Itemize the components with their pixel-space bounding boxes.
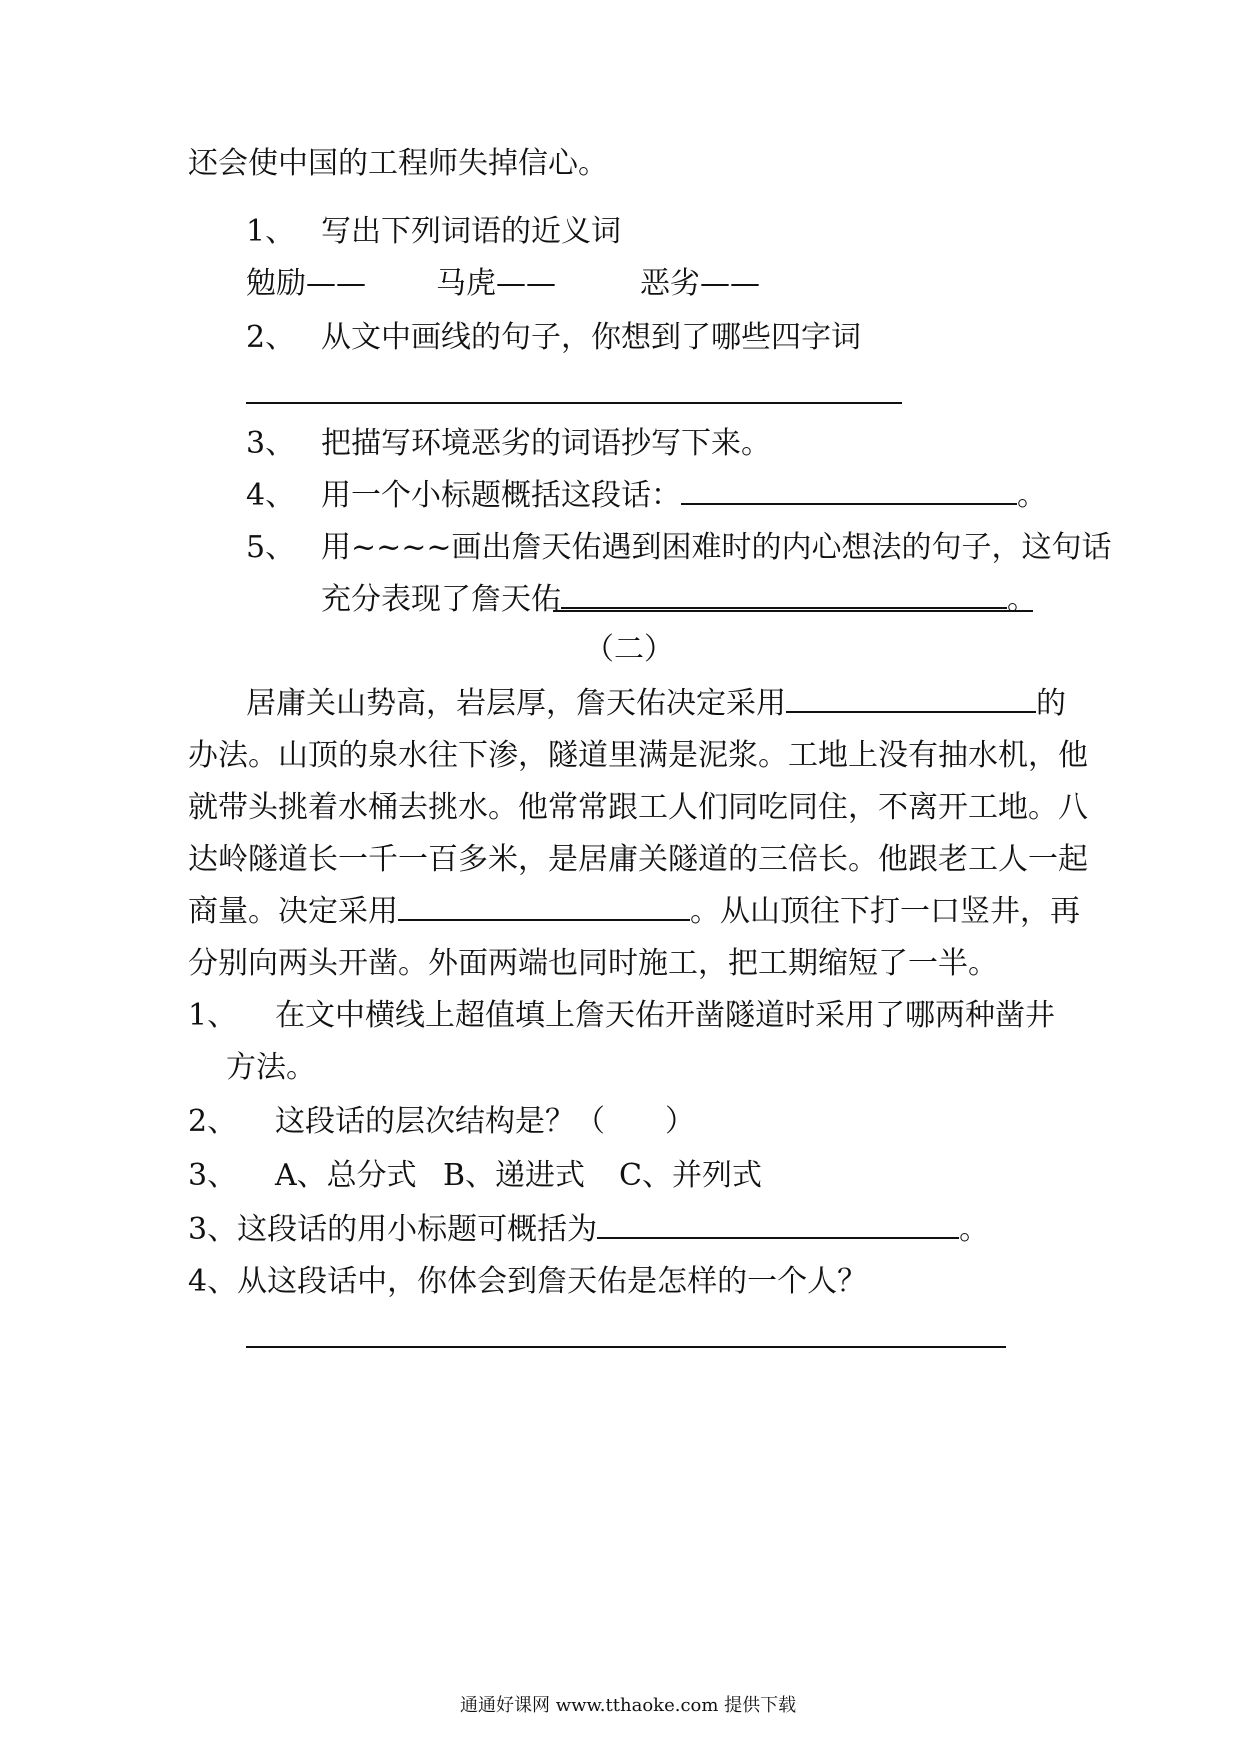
question-number: 2、: [188, 1104, 238, 1139]
question-text: 用一个小标题概括这段话：: [321, 478, 681, 513]
question-1-5: [246, 528, 1112, 568]
question-2-1-continued: 方法。: [226, 1050, 316, 1085]
question-text: 从文中画线的句子，你想到了哪些四字词: [321, 320, 861, 355]
question-number: 1、: [246, 214, 296, 249]
passage-line-3: 就带头挑着水桶去挑水。他常常跟工人们同吃同住，不离开工地。八: [188, 790, 1088, 825]
question-1-5-continued: [321, 580, 1037, 620]
question-number: 5、: [246, 530, 296, 565]
synonym-item-3: 恶劣——: [640, 266, 760, 301]
section-heading: （二）: [584, 632, 674, 667]
passage-line-6: 分别向两头开凿。外面两端也同时施工，把工期缩短了一半。: [188, 946, 998, 981]
answer-blank: [597, 1211, 959, 1239]
question-number: 1、: [188, 998, 238, 1033]
answer-blank: [786, 685, 1036, 713]
question-text: 充分表现了詹天佑: [321, 582, 561, 617]
passage-text: 居庸关山势高，岩层厚，詹天佑决定采用: [246, 686, 786, 721]
question-text: 用~~~~画出詹天佑遇到困难时的内心想法的句子，这句话: [321, 530, 1112, 565]
question-1-4: [246, 476, 1047, 516]
option-a: A、总分式: [275, 1158, 417, 1193]
passage-text: 的: [1036, 686, 1066, 721]
question-number: 2、: [246, 320, 296, 355]
question-1-3: [246, 424, 771, 464]
question-number: 3、: [246, 426, 296, 461]
question-end-mark: 。: [1007, 582, 1037, 617]
question-text: 在文中横线上超值填上詹天佑开凿隧道时采用了哪两种凿井: [275, 998, 1055, 1033]
passage-text: 。从山顶往下打一口竖井，再: [690, 894, 1080, 929]
question-end-mark: 。: [959, 1212, 990, 1247]
question-1-2: [246, 318, 861, 358]
answer-blank: [398, 893, 690, 921]
answer-blank: [561, 581, 1007, 609]
passage-ending-line: 还会使中国的工程师失掉信心。: [188, 146, 608, 181]
passage-text: 商量。决定采用: [188, 894, 398, 929]
question-2-3-options: [188, 1156, 762, 1196]
question-text: 这段话的层次结构是？（ ）: [275, 1104, 695, 1139]
question-text: 把描写环境恶劣的词语抄写下来。: [321, 426, 771, 461]
passage-line-4: 达岭隧道长一千一百多米，是居庸关隧道的三倍长。他跟老工人一起: [188, 842, 1088, 877]
answer-underline: [553, 610, 1033, 612]
question-text: 写出下列词语的近义词: [321, 214, 621, 249]
question-2-3-subtitle: [188, 1210, 989, 1250]
answer-line-q2-4: [246, 1346, 1006, 1348]
synonym-item-2: 马虎——: [436, 266, 556, 301]
passage-line-1: [246, 684, 1066, 724]
question-number: 3、: [188, 1158, 238, 1193]
question-text: 3、这段话的用小标题可概括为: [188, 1212, 598, 1247]
question-2-1: [188, 996, 1055, 1036]
question-number: 4、: [246, 478, 296, 513]
page-footer: 通通好课网 www.tthaoke.com 提供下载: [460, 1695, 797, 1716]
question-2-4: 4、从这段话中，你体会到詹天佑是怎样的一个人？: [188, 1264, 868, 1299]
passage-line-5: [188, 892, 1080, 932]
option-c: C、并列式: [619, 1158, 762, 1193]
answer-line-q1-2: [246, 402, 902, 404]
question-1-1: [246, 212, 621, 252]
answer-blank: [681, 477, 1017, 505]
question-end-mark: 。: [1017, 478, 1047, 513]
synonym-item-1: 勉励——: [246, 266, 366, 301]
passage-line-2: 办法。山顶的泉水往下渗，隧道里满是泥浆。工地上没有抽水机，他: [188, 738, 1088, 773]
question-2-2: [188, 1102, 695, 1142]
option-b: B、递进式: [443, 1158, 586, 1193]
